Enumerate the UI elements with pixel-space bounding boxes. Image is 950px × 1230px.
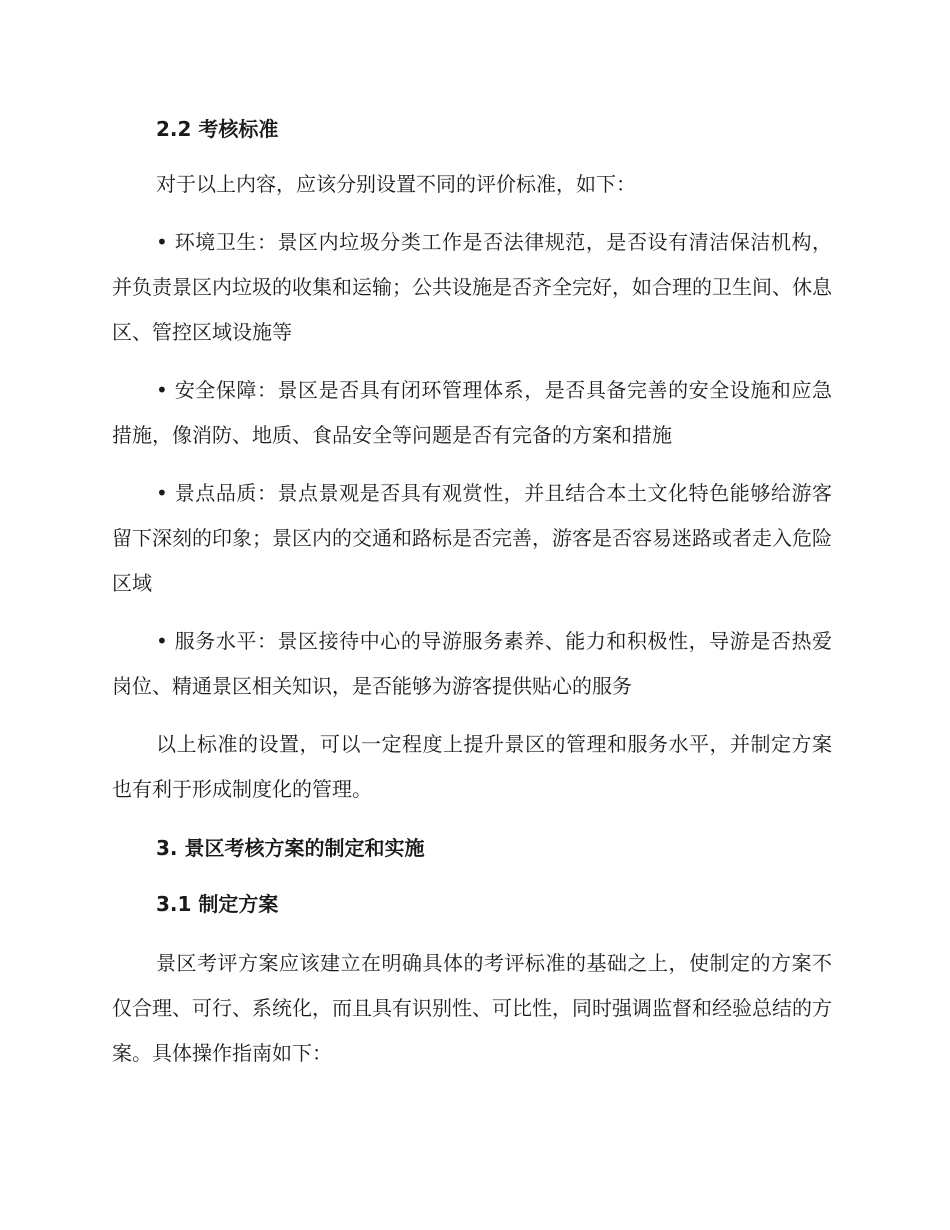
section-heading-2-2: 2.2 考核标准: [156, 117, 279, 141]
bullet-service-level: • 服务水平：景区接待中心的导游服务素养、能力和积极性，导游是否热爱岗位、精通景区相关知识，是否能够为游客提供贴心的服务: [112, 629, 832, 698]
plan-paragraph: 景区考评方案应该建立在明确具体的考评标准的基础之上，使制定的方案不仅合理、可行、系统化，而且具有识别性、可比性，同时强调监督和经验总结的方案。具体操作指南如下：: [112, 951, 832, 1065]
bullet-scenic-quality: • 景点品质：景点景观是否具有观赏性，并且结合本土文化特色能够给游客留下深刻的印象；景区内的交通和路标是否完善，游客是否容易迷路或者走入危险区域: [112, 481, 832, 595]
intro-paragraph: 对于以上内容，应该分别设置不同的评价标准，如下：: [156, 172, 636, 196]
document-body: [112, 112, 832, 1076]
bullet-safety-assurance: • 安全保障：景区是否具有闭环管理体系，是否具备完善的安全设施和应急措施，像消防、地质、食品安全等问题是否有完备的方案和措施: [112, 378, 832, 447]
summary-paragraph: 以上标准的设置，可以一定程度上提升景区的管理和服务水平，并制定方案也有利于形成制度化的管理。: [112, 732, 832, 801]
section-heading-3-1: 3.1 制定方案: [156, 892, 279, 916]
section-heading-3: 3. 景区考核方案的制定和实施: [156, 836, 425, 860]
bullet-environment-hygiene: • 环境卫生：景区内垃圾分类工作是否法律规范，是否设有清洁保洁机构，并负责景区内垃圾的收集和运输；公共设施是否齐全完好，如合理的卫生间、休息区、管控区域设施等: [112, 230, 832, 344]
